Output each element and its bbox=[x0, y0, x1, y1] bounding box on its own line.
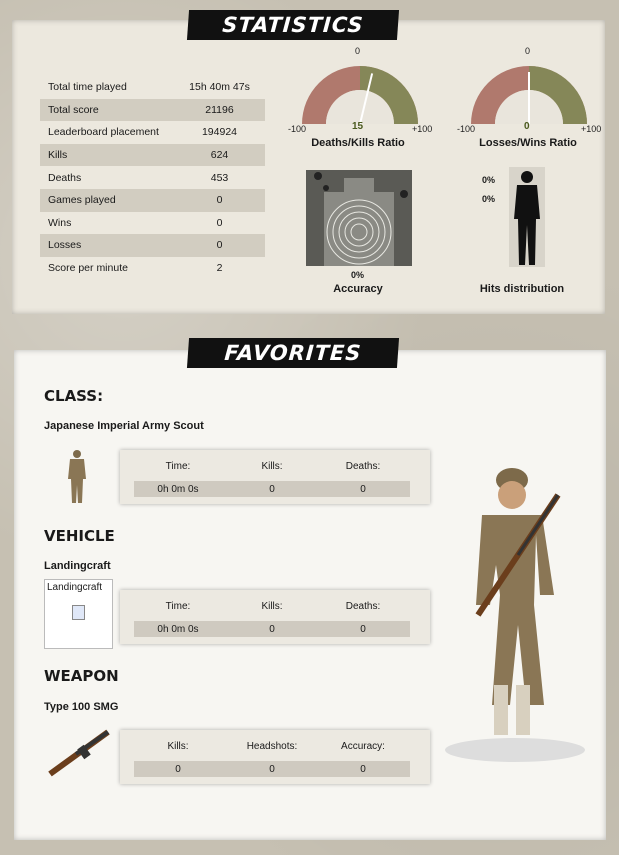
stat-row bbox=[40, 99, 265, 122]
vehicle-stat-value: 0 bbox=[269, 624, 275, 635]
stat-label: Games played bbox=[48, 194, 116, 207]
stat-row bbox=[40, 76, 265, 99]
stat-value: 0 bbox=[216, 239, 223, 252]
statistics-table bbox=[40, 76, 265, 279]
vehicle-stat-value: 0 bbox=[360, 624, 366, 635]
vehicle-stat-header: Deaths: bbox=[345, 601, 381, 612]
class-name: Japanese Imperial Army Scout bbox=[44, 420, 204, 432]
weapon-stat-header: Headshots: bbox=[246, 741, 298, 752]
hits-silhouette bbox=[509, 167, 545, 267]
gauge-max-tick: +100 bbox=[412, 124, 433, 134]
gauge-top-tick: 0 bbox=[525, 46, 531, 56]
weapon-stats-box bbox=[120, 730, 430, 784]
class-stat-header: Time: bbox=[165, 461, 191, 472]
class-heading: CLASS: bbox=[44, 387, 104, 405]
class-stats-box bbox=[120, 450, 430, 504]
hits-body-value: 0% bbox=[482, 194, 496, 204]
stat-row bbox=[40, 212, 265, 235]
vehicle-stat-value: 0h 0m 0s bbox=[157, 624, 199, 635]
vehicle-name: Landingcraft bbox=[44, 560, 111, 572]
hits-label: Hits distribution bbox=[479, 283, 565, 295]
broken-image-icon bbox=[72, 605, 85, 620]
stat-label: Total time played bbox=[48, 81, 127, 94]
favorites-banner: FAVORITES bbox=[187, 338, 399, 368]
gauge-min-tick: -100 bbox=[288, 124, 307, 134]
weapon-name: Type 100 SMG bbox=[44, 701, 119, 713]
stat-value: 15h 40m 47s bbox=[189, 81, 250, 94]
stat-label: Losses bbox=[48, 239, 82, 252]
gauge-min-tick: -100 bbox=[457, 124, 476, 134]
stat-row bbox=[40, 121, 265, 144]
class-stat-header: Deaths: bbox=[345, 461, 381, 472]
gauge-max-tick: +100 bbox=[581, 124, 602, 134]
stat-value: 2 bbox=[216, 262, 223, 275]
gauge-title: Deaths/Kills Ratio bbox=[311, 137, 405, 149]
class-stat-value: 0h 0m 0s bbox=[157, 484, 199, 495]
stat-label: Deaths bbox=[48, 171, 82, 184]
stat-label: Total score bbox=[48, 103, 99, 116]
stat-value: 194924 bbox=[201, 126, 238, 139]
stat-row bbox=[40, 166, 265, 189]
statistics-banner: STATISTICS bbox=[187, 10, 399, 40]
soldier-silhouette-icon bbox=[509, 167, 545, 267]
weapon-stat-header: Accuracy: bbox=[341, 741, 385, 752]
gauge-value: 15 bbox=[352, 121, 364, 132]
gauge-title: Losses/Wins Ratio bbox=[479, 137, 577, 149]
target-icon bbox=[306, 170, 412, 266]
stat-label: Leaderboard placement bbox=[48, 126, 159, 139]
weapon-heading: WEAPON bbox=[44, 667, 119, 685]
stat-label: Wins bbox=[48, 216, 72, 229]
class-stat-value: 0 bbox=[269, 484, 275, 495]
class-stat-header: Kills: bbox=[261, 461, 283, 472]
vehicle-stat-header: Time: bbox=[165, 601, 191, 612]
weapon-stat-header: Kills: bbox=[167, 741, 189, 752]
class-stat-value: 0 bbox=[360, 484, 366, 495]
hits-head-value: 0% bbox=[482, 175, 496, 185]
vehicle-image bbox=[44, 579, 113, 649]
smg-icon bbox=[44, 726, 112, 782]
soldier-portrait bbox=[440, 455, 590, 765]
stat-label: Score per minute bbox=[48, 262, 128, 275]
stat-row bbox=[40, 189, 265, 212]
vehicle-heading: VEHICLE bbox=[44, 527, 115, 545]
vehicle-stats-box bbox=[120, 590, 430, 644]
stat-row bbox=[40, 234, 265, 257]
vehicle-stat-header: Kills: bbox=[261, 601, 283, 612]
stat-row bbox=[40, 144, 265, 167]
stat-value: 624 bbox=[210, 149, 229, 162]
stat-row bbox=[40, 257, 265, 280]
gauge-value: 0 bbox=[524, 121, 530, 132]
weapon-stat-value: 0 bbox=[175, 764, 181, 775]
weapon-stat-value: 0 bbox=[269, 764, 275, 775]
accuracy-target bbox=[306, 170, 412, 266]
vehicle-image-alt: Landingcraft bbox=[47, 582, 103, 593]
weapon-stat-value: 0 bbox=[360, 764, 366, 775]
accuracy-label: Accuracy bbox=[333, 283, 383, 295]
class-soldier-icon bbox=[64, 448, 90, 504]
stat-label: Kills bbox=[48, 149, 68, 162]
gauge-top-tick: 0 bbox=[355, 46, 361, 56]
stat-value: 453 bbox=[210, 171, 229, 184]
stat-value: 21196 bbox=[205, 103, 234, 116]
stat-value: 0 bbox=[216, 216, 223, 229]
stat-value: 0 bbox=[216, 194, 223, 207]
accuracy-value: 0% bbox=[351, 270, 365, 280]
